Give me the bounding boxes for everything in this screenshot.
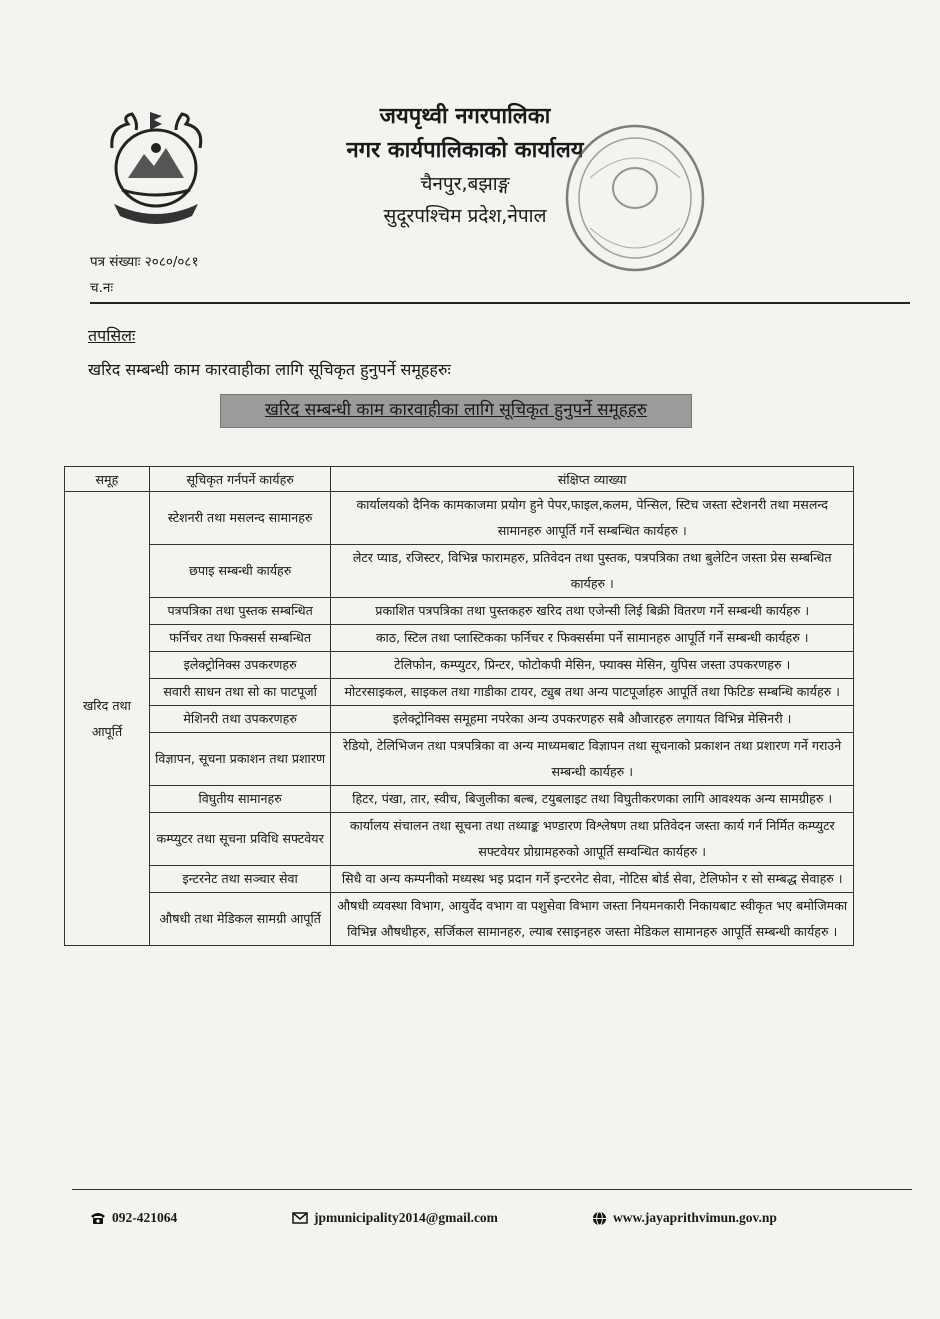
description-cell: प्रकाशित पत्रपत्रिका तथा पुस्तकहरु खरिद तथा एजेन्सी लिई बिक्री वितरण गर्ने सम्बन्धी कार्यहरु । <box>331 598 854 625</box>
table-row <box>65 545 854 598</box>
header-work: सूचिकृत गर्नपर्ने कार्यहरु <box>149 467 331 492</box>
office-name: जयपृथ्वी नगरपालिका <box>379 104 551 129</box>
work-cell: कम्प्युटर तथा सूचना प्रविधि सफ्टवेयर <box>149 813 331 866</box>
table-row <box>65 492 854 545</box>
footer-phone <box>90 1210 177 1226</box>
office-unit: नगर कार्यपालिकाको कार्यालय <box>346 138 584 163</box>
work-cell: मेशिनरी तथा उपकरणहरु <box>149 706 331 733</box>
table-row <box>65 893 854 946</box>
website-url[interactable]: www.jayaprithvimun.gov.np <box>613 1210 777 1225</box>
table-row <box>65 625 854 652</box>
work-cell: विज्ञापन, सूचना प्रकाशन तथा प्रशारण <box>149 733 331 786</box>
table-row <box>65 813 854 866</box>
letter-number: पत्र संख्याः २०८०/०८१ <box>90 254 199 270</box>
work-cell: इलेक्ट्रोनिक्स उपकरणहरु <box>149 652 331 679</box>
description-cell: काठ, स्टिल तथा प्लास्टिकका फर्निचर र फिक्सर्समा पर्ने सामानहरु आपूर्ति गर्ने सम्बन्धी कार्यहरु । <box>331 625 854 652</box>
globe-icon <box>592 1211 607 1226</box>
work-cell: औषधी तथा मेडिकल सामग्री आपूर्ति <box>149 893 331 946</box>
description-cell: लेटर प्याड, रजिस्टर, विभिन्न फारामहरु, प्रतिवेदन तथा पुस्तक, पत्रपत्रिका तथा बुलेटिन जस्ता प्रेस सम्बन्धित कार्यहरु । <box>331 545 854 598</box>
description-cell: मोटरसाइकल, साइकल तथा गाडीका टायर, ट्युब तथा अन्य पाटपूर्जाहरु आपूर्ति तथा फिटिङ सम्बन्धि कार्यहरु । <box>331 679 854 706</box>
envelope-icon <box>292 1212 308 1224</box>
phone-number: 092-421064 <box>112 1210 178 1225</box>
intro-text: खरिद सम्बन्धी काम कारवाहीका लागि सूचिकृत हुनुपर्ने समूहहरुः <box>88 360 451 379</box>
description-cell: कार्यालय संचालन तथा सूचना तथा तथ्याङ्क भण्डारण विश्लेषण तथा प्रतिवेदन जस्ता कार्य गर्न निर्मित कम्प्युटर सफ्टवेयर प्रोग्रामहरुको आपूर्ति सम्वन्धित कार्यहरु । <box>331 813 854 866</box>
office-province: सुदूरपश्चिम प्रदेश,नेपाल <box>383 205 547 227</box>
table-row <box>65 679 854 706</box>
header-group: समूह <box>65 467 150 492</box>
phone-icon <box>90 1211 106 1225</box>
description-cell: रेडियो, टेलिभिजन तथा पत्रपत्रिका वा अन्य माध्यमबाट विज्ञापन तथा सूचनाको प्रकाशन तथा प्रशारण गर्ने गराउने सम्बन्धी कार्यहरु । <box>331 733 854 786</box>
email-address[interactable]: jpmunicipality2014@gmail.com <box>314 1210 498 1225</box>
nepal-emblem-icon <box>92 108 220 228</box>
table-row <box>65 733 854 786</box>
highlighted-title: खरिद सम्बन्धी काम कारवाहीका लागि सूचिकृत हुनुपर्ने समूहहरु <box>220 394 692 428</box>
tapasil-heading: तपसिलः <box>88 326 136 345</box>
work-cell: फर्निचर तथा फिक्सर्स सम्बन्धित <box>149 625 331 652</box>
work-cell: पत्रपत्रिका तथा पुस्तक सम्बन्धित <box>149 598 331 625</box>
description-cell: इलेक्ट्रोनिक्स समूहमा नपरेका अन्य उपकरणहरु सबै औजारहरु लगायत विभिन्न मेसिनरी । <box>331 706 854 733</box>
table-row <box>65 866 854 893</box>
table-row <box>65 706 854 733</box>
footer-email <box>292 1210 498 1226</box>
work-cell: स्टेशनरी तथा मसलन्द सामानहरु <box>149 492 331 545</box>
description-cell: औषधी व्यवस्था विभाग, आयुर्वेद वभाग वा पशुसेवा विभाग जस्ता नियमनकारी निकायबाट स्वीकृत भए बमोजिमका विभिन्न औषधीहरु, सर्जिकल सामानहरु, ल्याब रसाइनहरु जस्ता मेडिकल सामानहरु आपूर्ति सम्बन्धी कार्यहरु । <box>331 893 854 946</box>
work-cell: इन्टरनेट तथा सञ्चार सेवा <box>149 866 331 893</box>
table-row <box>65 598 854 625</box>
description-cell: टेलिफोन, कम्प्युटर, प्रिन्टर, फोटोकपी मेसिन, फ्याक्स मेसिन, युपिस जस्ता उपकरणहरु । <box>331 652 854 679</box>
table-body <box>65 492 854 946</box>
table-row <box>65 786 854 813</box>
work-cell: सवारी साधन तथा सो का पाटपूर्जा <box>149 679 331 706</box>
header-description: संक्षिप्त व्याख्या <box>331 467 854 492</box>
group-cell: खरिद तथा आपूर्ति <box>65 492 150 946</box>
dispatch-number: च.नः <box>90 280 114 296</box>
office-address: चैनपुर,बझाङ्ग <box>420 173 510 195</box>
description-cell: कार्यालयको दैनिक कामकाजमा प्रयोग हुने पेपर,फाइल,कलम, पेन्सिल, स्टिच जस्ता स्टेशनरी तथा मसलन्द सामानहरु आपूर्ति गर्ने सम्बन्धित कार्यहरु । <box>331 492 854 545</box>
procurement-groups-table <box>64 466 854 946</box>
office-stamp-icon <box>560 118 710 278</box>
description-cell: हिटर, पंखा, तार, स्वीच, बिजुलीका बल्ब, टयुबलाइट तथा विघुतीकरणका लागि आवश्यक अन्य सामग्रीहरु । <box>331 786 854 813</box>
footer-divider <box>72 1189 912 1190</box>
footer-website <box>592 1210 777 1226</box>
table-header-row <box>65 467 854 492</box>
header-divider <box>90 302 910 304</box>
description-cell: सिधै वा अन्य कम्पनीको मध्यस्थ भइ प्रदान गर्ने इन्टरनेट सेवा, नोटिस बोर्ड सेवा, टेलिफोन र सो सम्बद्ध सेवाहरु । <box>331 866 854 893</box>
work-cell: विघुतीय सामानहरु <box>149 786 331 813</box>
table-row <box>65 652 854 679</box>
work-cell: छपाइ सम्बन्धी कार्यहरु <box>149 545 331 598</box>
